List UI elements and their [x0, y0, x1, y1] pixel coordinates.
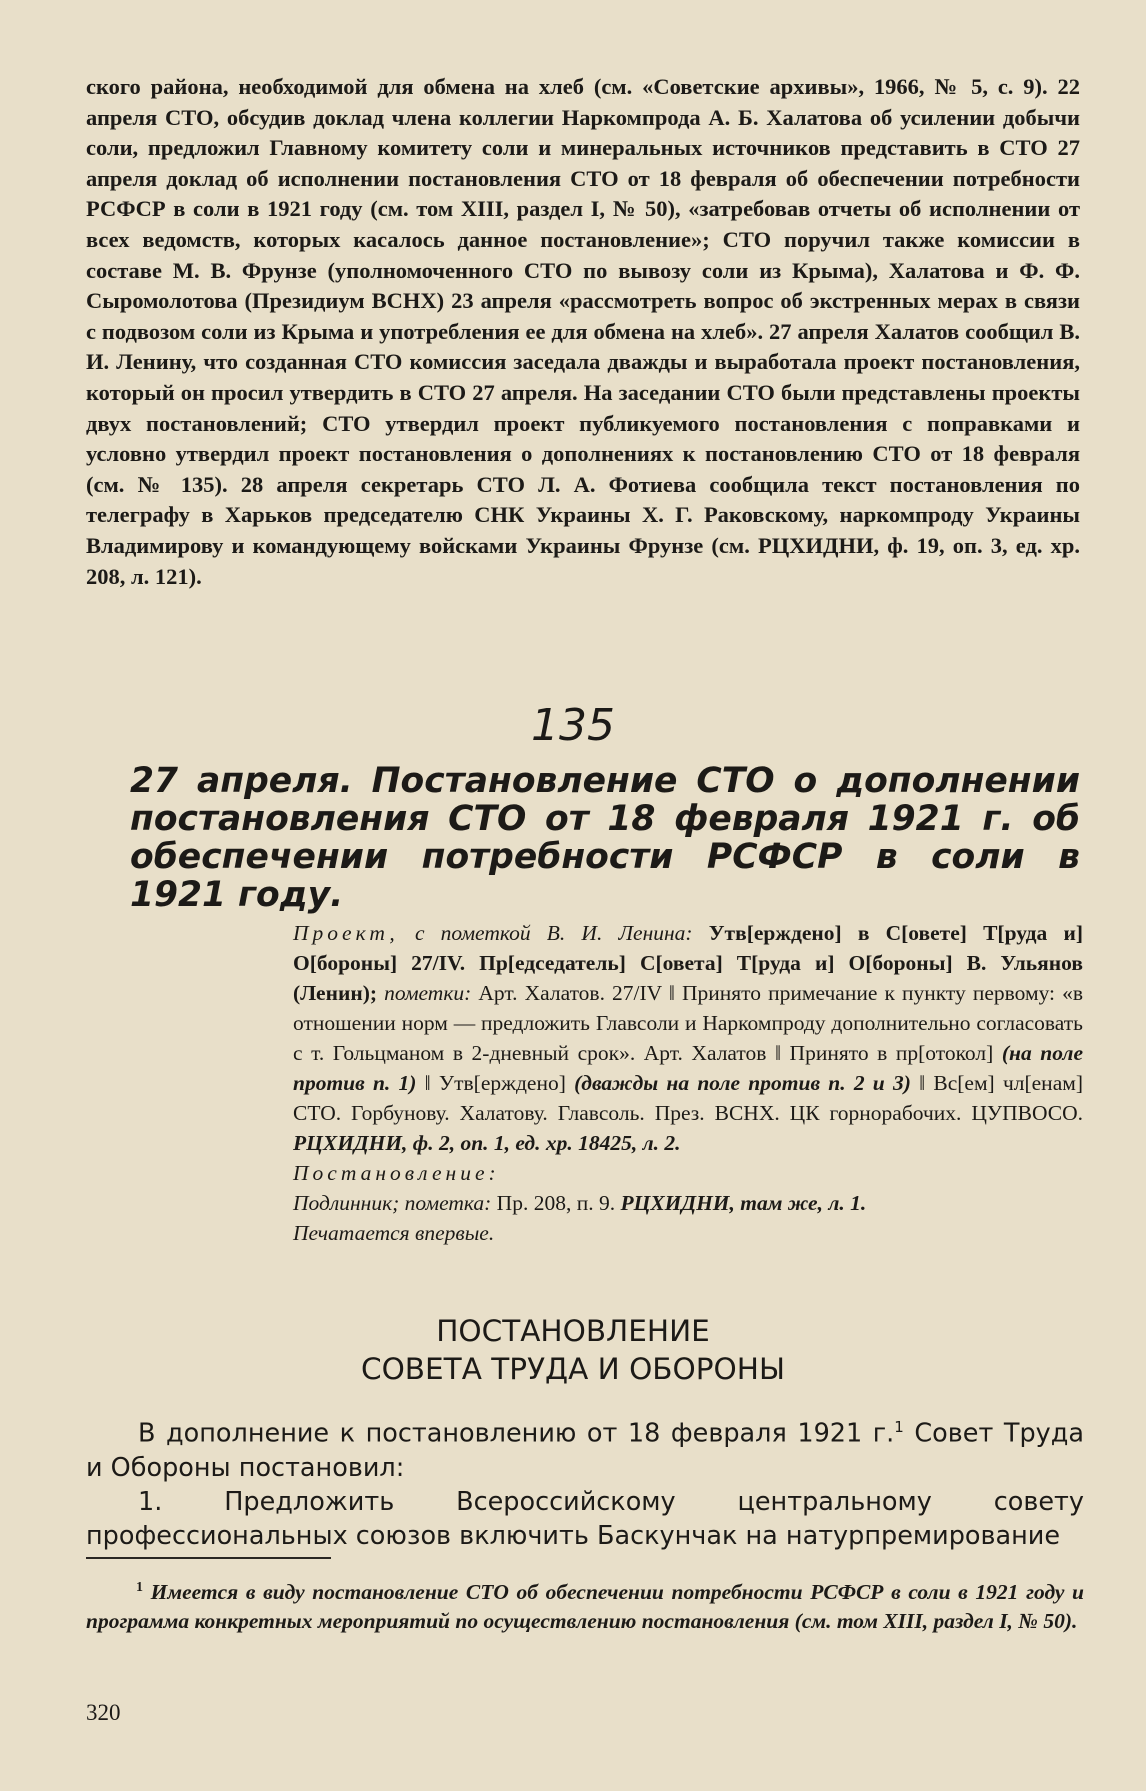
approval-mark: Утв[ерждено] в С[овете] Т[руда и] О[бороны] 27/IV. Пр[едседатель] С[овета] Т[руда и] О[бороны] В. Ульянов (Ленин);: [293, 921, 1083, 1005]
distribution-list: ‖ Вс[ем] чл[енам] СТО. Горбунову. Халатову. Главсоль. През. ВСНХ. ЦК горнорабочих. ЦУПВОСО.: [293, 1071, 1083, 1125]
decree-intro-text-a: В дополнение к постановлению от 18 февраля 1921 г.: [138, 1418, 895, 1449]
decree-item-1: 1. Предложить Всероссийскому центральному совету профессиональных союзов включить Баскунчак на натурпремирование: [86, 1486, 1084, 1551]
page-number: 320: [86, 1700, 121, 1725]
note-against-2-3: (дважды на поле против п. 2 и 3): [574, 1071, 911, 1095]
original-label: Подлинник; пометка:: [293, 1191, 497, 1215]
top-paragraph: ского района, необходимой для обмена на хлеб (см. «Советские архивы», 1966, № 5, с. 9). 22 апреля СТО, обсудив доклад члена коллегии Наркомпрода А. Б. Халатова об усилении добычи соли, предложил Главному комитету соли и минеральных источников представить в СТО 27 апреля доклад об исполнении постановления СТО от 18 февраля об обеспечении потребности РСФСР в соли в 1921 году (см. том XIII, раздел I, № 50), «затребовав отчеты об исполнении от всех ведомств, которых касалось данное постановление»; СТО поручил также комиссии в составе М. В. Фрунзе (уполномоченного СТО по вывозу соли из Крыма), Халатова и Ф. Ф. Сыромолотова (Президиум ВСНХ) 23 апреля «рассмотреть вопрос об экстренных мерах в связи с подвозом соли из Крыма и употребления ее для обмена на хлеб». 27 апреля Халатов сообщил В. И. Ленину, что созданная СТО комиссия заседала дважды и выработала проект постановления, который он просил утвердить в СТО 27 апреля. На заседании СТО были представлены проекты двух постановлений; СТО утвердил проект публикуемого постановления с поправками и условно утвердил проект постановления о дополнениях к постановлению СТО от 18 февраля (см. № 135). 28 апреля секретарь СТО Л. А. Фотиева сообщила текст постановления по телеграфу в Харьков председателю СНК Украины Х. Г. Раковскому, наркомпроду Украины Владимирову и командующему войсками Украины Фрунзе (см. РЦХИДНИ, ф. 19, оп. 3, ед. хр. 208, л. 121).: [86, 74, 1080, 589]
approved-again: ‖ Утв[ерждено]: [416, 1071, 575, 1095]
draft-note: с пометкой В. И. Ленина:: [398, 921, 709, 945]
document-title: 27 апреля. Постановление СТО о дополнении постановления СТО от 18 февраля 1921 г. об обеспечении потребности РСФСР в соли в 1921 году.: [130, 761, 1080, 915]
footnote-ref: 1: [894, 1418, 904, 1436]
marks-text: Арт. Халатов. 27/IV ‖ Принято примечание к пункту первому: «в отношении норм — предложить Главсоли и Наркомпроду дополнительно согласовать с т. Гольцманом в 2-дневный срок». Арт. Халатов ‖ Принято в пр[отокол]: [293, 981, 1084, 1065]
decree-heading: [0, 1312, 1146, 1388]
archive-reference-2: РЦХИДНИ, там же, л. 1.: [620, 1191, 867, 1215]
decree-intro-text-b: Совет Труда и Обороны постановил:: [86, 1418, 1084, 1483]
decree-intro: [86, 1410, 1084, 1485]
decree-label: Постановление:: [293, 1161, 500, 1185]
draft-label: Проект,: [293, 921, 399, 945]
footnote-divider: [86, 1557, 331, 1559]
original-mark: Пр. 208, п. 9.: [496, 1191, 621, 1215]
note-against-1: (на поле против п. 1): [293, 1041, 1083, 1095]
footnote: [86, 1573, 1084, 1636]
document-metadata: [293, 918, 1083, 1248]
marks-label: пометки:: [377, 981, 479, 1005]
decree-heading-line-2: СОВЕТА ТРУДА И ОБОРОНЫ: [360, 1352, 785, 1386]
footnote-number: 1: [136, 1580, 143, 1595]
decree-body: [86, 1410, 1084, 1553]
document-number: 135: [531, 700, 615, 751]
archive-reference-1: РЦХИДНИ, ф. 2, оп. 1, ед. хр. 18425, л. 2.: [293, 1131, 681, 1155]
footnote-text: Имеется в виду постановление СТО об обеспечении потребности РСФСР в соли в 1921 году и программа конкретных мероприятий по осуществлению постановления (см. том XIII, раздел I, № 50).: [86, 1580, 1084, 1634]
first-published-note: Печатается впервые.: [293, 1221, 495, 1245]
decree-heading-line-1: ПОСТАНОВЛЕНИЕ: [436, 1314, 710, 1348]
